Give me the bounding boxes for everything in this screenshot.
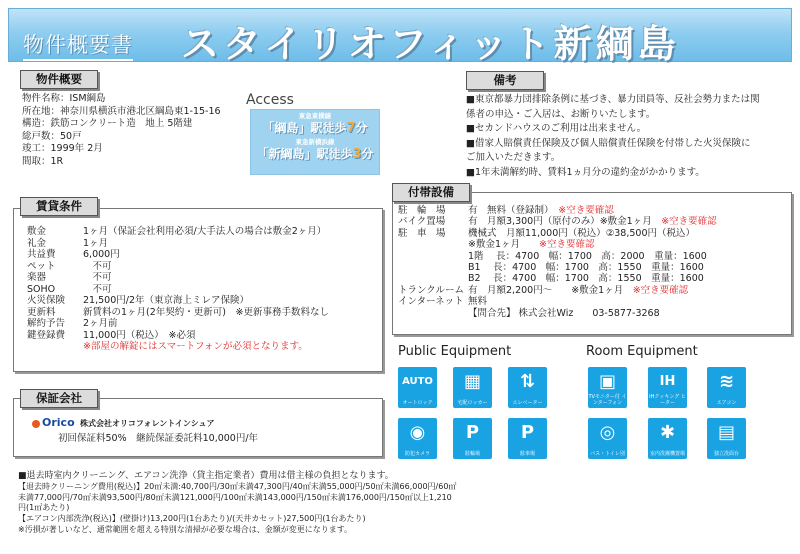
document-type-label: 物件概要書 bbox=[23, 29, 133, 61]
remark-line: 係者の申込・ご入居は、お断りいたします。 bbox=[466, 108, 656, 120]
overview-units: 総戸数：50戸 bbox=[22, 130, 82, 142]
bath-toilet-icon: ◎ バス・トイレ別 bbox=[588, 418, 627, 459]
terms-note: ※部屋の解錠にはスマートフォンが必須となります。 bbox=[83, 341, 308, 352]
overview-layout: 間取：1R bbox=[22, 155, 64, 167]
parking-size-row: 1階 長：4700 幅：1700 高：2000 重量：1600 bbox=[468, 250, 707, 262]
overview-block bbox=[22, 93, 221, 169]
security-camera-icon: ◉ 防犯カメラ bbox=[398, 418, 437, 459]
orico-logo-mark bbox=[32, 420, 40, 428]
parking-size-row: B2 長：4700 幅：1700 高：1550 重量：1600 bbox=[468, 273, 704, 285]
note-line: ※汚損が著しいなど、通常範囲を超える特別な清掃が必要な場合は、金額が変更になります。 bbox=[18, 524, 353, 534]
overview-label: 物件概要 bbox=[20, 70, 98, 89]
access-line1-name: 東急東横線 bbox=[298, 112, 332, 120]
bicycle-parking-icon: P 駐輪場 bbox=[453, 418, 492, 459]
overview-completed: 竣工：1999年 2月 bbox=[22, 143, 103, 155]
car-parking-icon: P 駐車場 bbox=[508, 418, 547, 459]
terms-row: 敷金 1ヶ月（保証会社利用必須/大手法人の場合は敷金2ヶ月） bbox=[27, 226, 327, 237]
facility-bike: 駐 輪 場 有 無料（登録制） ※空き要確認 bbox=[398, 205, 614, 216]
terms-row: 更新料 新賃料の1ヶ月(2年契約・更新可) ※更新事務手数料なし bbox=[27, 306, 329, 318]
terms-row: 楽器 不可 bbox=[27, 272, 112, 283]
facility-internet: インターネット 無料 bbox=[398, 296, 488, 308]
property-title: スタイリオフィット新綱島 bbox=[181, 22, 680, 66]
note-line: 未満77,000円/70㎡未満93,500円/80㎡未満121,000円/100㎡未満143,000円/150㎡未満176,000円/150㎡以上1,210 bbox=[18, 492, 452, 502]
facility-parking: 駐 車 場 機械式 月額11,000円（税込）②38,500円（税込） bbox=[398, 227, 695, 239]
note-line: 円(1㎡あたり) bbox=[18, 503, 70, 513]
vanity-icon: ▤ 独立洗面台 bbox=[707, 418, 746, 459]
remark-line: ■借家人賠償責任保険及び個人賠償責任保険を付帯した火災保険に bbox=[466, 137, 751, 149]
rental-terms-table bbox=[27, 226, 329, 353]
rental-terms-label: 賃貸条件 bbox=[20, 197, 98, 216]
overview-structure: 構造：鉄筋コンクリート造 地上 5階建 bbox=[22, 118, 193, 130]
remarks-label: 備考 bbox=[466, 71, 544, 90]
public-equipment-title: Public Equipment bbox=[398, 344, 512, 359]
access-line2-name: 東急新横浜線 bbox=[295, 138, 335, 146]
guarantor-detail: 初回保証料50% 継続保証委託料10,000円/年 bbox=[58, 433, 259, 444]
tv-intercom-icon: ▣ TVモニター付 インターフォン bbox=[588, 367, 627, 408]
access-line2: 「新綱島」駅徒歩3分 bbox=[256, 147, 374, 162]
facility-moto: バイク置場 有 月額3,300円（原付のみ）※敷金1ヶ月 ※空き要確認 bbox=[398, 216, 717, 228]
overview-address: 所在地：神奈川県横浜市港北区綱島東1-15-16 bbox=[22, 105, 221, 117]
access-box bbox=[250, 109, 380, 175]
remark-line: ご加入いただきます。 bbox=[466, 152, 561, 163]
terms-row: 共益費 6,000円 bbox=[27, 249, 120, 260]
guarantor-company: 株式会社オリコフォレントインシュア bbox=[80, 419, 215, 428]
terms-row: ペット 不可 bbox=[27, 260, 112, 272]
ih-cooker-icon: IH IHクッキング ヒーター bbox=[648, 367, 687, 408]
remark-line: ■セカンドハウスのご利用は出来ません。 bbox=[466, 123, 647, 134]
remarks-block bbox=[466, 93, 794, 180]
terms-row: SOHO 不可 bbox=[27, 283, 112, 295]
facility-contact: 【問合先】 株式会社Wiz 03-5877-3268 bbox=[468, 307, 660, 319]
terms-row: 鍵登録費 11,000円（税込） ※必須 bbox=[27, 329, 196, 341]
elevator-icon: ⇅ エレベーター bbox=[508, 367, 547, 408]
access-label: Access bbox=[246, 92, 294, 108]
guarantor-label: 保証会社 bbox=[20, 389, 98, 408]
facility-trunk: トランクルーム 有 月額2,200円～ ※敷金1ヶ月 ※空き要確認 bbox=[398, 284, 689, 296]
air-conditioner-icon: ≋ エアコン bbox=[707, 367, 746, 408]
terms-row: 礼金 1ヶ月 bbox=[27, 237, 109, 249]
remark-line: ■東京都暴力団排除条例に基づき、暴力団員等、反社会勢力または関 bbox=[466, 94, 760, 105]
overview-name: 物件名称：ISM綱島 bbox=[22, 93, 106, 104]
parking-size-row: B1 長：4700 幅：1700 高：1550 重量：1600 bbox=[468, 262, 704, 274]
note-line: 【退去時クリーニング費用(税込)】20㎡未満:40,700円/30㎡未満47,300円/40㎡未満55,000円/50㎡未満66,000円/60㎡ bbox=[18, 481, 457, 491]
facilities-label: 付帯設備 bbox=[392, 183, 470, 202]
washing-machine-space-icon: ✱ 室内洗濯機置場 bbox=[648, 418, 687, 459]
access-line1: 「綱島」駅徒歩7分 bbox=[262, 121, 368, 136]
cleaning-notes bbox=[18, 471, 456, 536]
header-banner bbox=[8, 8, 792, 66]
autolock-icon: AUTO オートロック bbox=[398, 367, 437, 408]
delivery-locker-icon: ▦ 宅配ロッカー bbox=[453, 367, 492, 408]
facilities-list bbox=[398, 205, 717, 319]
room-equipment-title: Room Equipment bbox=[586, 344, 698, 359]
terms-row: 解約予告 2ヶ月前 bbox=[27, 318, 118, 329]
remark-line: ■1年未満解約時、賃料1ヵ月分の違約金がかかります。 bbox=[466, 166, 705, 178]
facility-parking-deposit: ※敷金1ヶ月 ※空き要確認 bbox=[468, 239, 595, 251]
note-line: 【エアコン内部洗浄(税込)】(壁掛け)13,200円(1台あたり)/(天井カセット)27,500円(1台あたり) bbox=[18, 514, 366, 524]
orico-logo: Orico bbox=[42, 416, 75, 429]
terms-row: 火災保険 21,500円/2年（東京海上ミレア保険） bbox=[27, 295, 249, 306]
note-line: ■退去時室内クリーニング、エアコン洗浄（貸主指定業者）費用は借主様の負担となります。 bbox=[18, 471, 394, 481]
